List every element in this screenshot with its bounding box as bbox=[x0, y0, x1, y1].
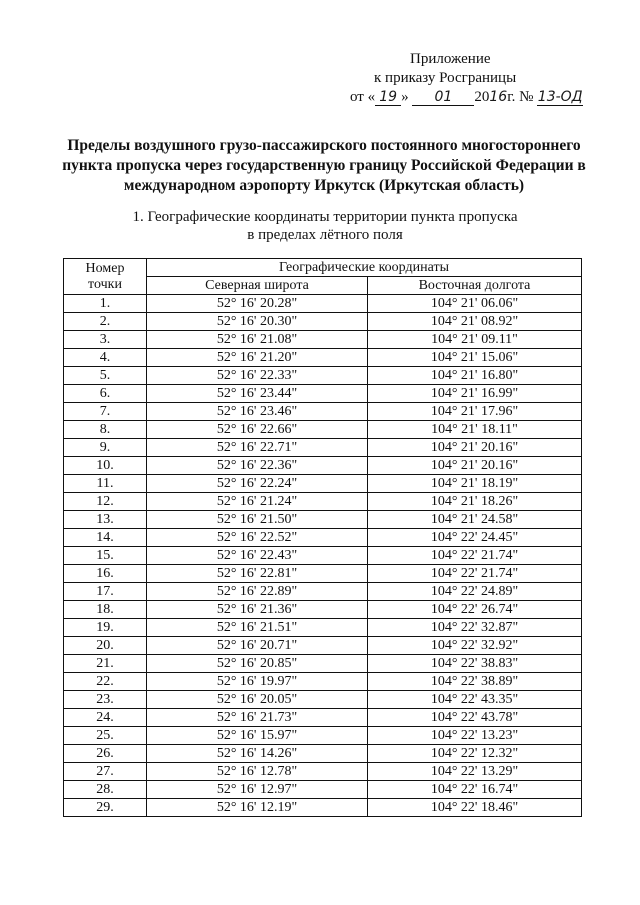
point-number-cell: 1. bbox=[64, 295, 147, 313]
table-row bbox=[64, 457, 582, 475]
longitude-cell: 104° 22' 24.45" bbox=[368, 529, 582, 547]
order-number: 13-ОД bbox=[537, 89, 583, 105]
point-number-cell: 19. bbox=[64, 619, 147, 637]
point-number-cell: 9. bbox=[64, 439, 147, 457]
latitude-cell: 52° 16' 20.71" bbox=[147, 637, 368, 655]
point-number-cell: 15. bbox=[64, 547, 147, 565]
latitude-cell: 52° 16' 21.73" bbox=[147, 709, 368, 727]
point-number-cell: 3. bbox=[64, 331, 147, 349]
year-prefix: 20 bbox=[474, 89, 490, 105]
latitude-cell: 52° 16' 15.97" bbox=[147, 727, 368, 745]
longitude-cell: 104° 22' 18.46" bbox=[368, 799, 582, 817]
longitude-cell: 104° 21' 15.06" bbox=[368, 349, 582, 367]
longitude-cell: 104° 21' 20.16" bbox=[368, 457, 582, 475]
longitude-cell: 104° 21' 18.11" bbox=[368, 421, 582, 439]
appendix-order-ref: к приказу Росграницы bbox=[374, 70, 517, 86]
appendix-block bbox=[330, 50, 590, 107]
table-row bbox=[64, 637, 582, 655]
longitude-cell: 104° 21' 09.11" bbox=[368, 331, 582, 349]
latitude-cell: 52° 16' 22.36" bbox=[147, 457, 368, 475]
longitude-cell: 104° 21' 20.16" bbox=[368, 439, 582, 457]
point-number-cell: 4. bbox=[64, 349, 147, 367]
longitude-cell: 104° 22' 13.23" bbox=[368, 727, 582, 745]
table-row bbox=[64, 493, 582, 511]
longitude-cell: 104° 22' 21.74" bbox=[368, 565, 582, 583]
latitude-cell: 52° 16' 22.71" bbox=[147, 439, 368, 457]
point-number-cell: 2. bbox=[64, 313, 147, 331]
table-row bbox=[64, 529, 582, 547]
table-row bbox=[64, 655, 582, 673]
table-row bbox=[64, 475, 582, 493]
latitude-cell: 52° 16' 14.26" bbox=[147, 745, 368, 763]
longitude-cell: 104° 21' 16.80" bbox=[368, 367, 582, 385]
latitude-cell: 52° 16' 22.81" bbox=[147, 565, 368, 583]
point-number-cell: 28. bbox=[64, 781, 147, 799]
date-day: 19 bbox=[375, 89, 401, 106]
latitude-cell: 52° 16' 20.05" bbox=[147, 691, 368, 709]
longitude-cell: 104° 21' 08.92" bbox=[368, 313, 582, 331]
latitude-cell: 52° 16' 23.46" bbox=[147, 403, 368, 421]
latitude-cell: 52° 16' 20.30" bbox=[147, 313, 368, 331]
latitude-cell: 52° 16' 22.66" bbox=[147, 421, 368, 439]
header-longitude: Восточная долгота bbox=[368, 277, 582, 295]
latitude-cell: 52° 16' 21.36" bbox=[147, 601, 368, 619]
date-quote-close: » bbox=[401, 89, 409, 105]
point-number-cell: 11. bbox=[64, 475, 147, 493]
table-row bbox=[64, 601, 582, 619]
table-row bbox=[64, 583, 582, 601]
latitude-cell: 52° 16' 22.89" bbox=[147, 583, 368, 601]
header-point-line1: Номер bbox=[85, 260, 125, 276]
point-number-cell: 20. bbox=[64, 637, 147, 655]
table-row bbox=[64, 385, 582, 403]
table-row bbox=[64, 763, 582, 781]
latitude-cell: 52° 16' 21.24" bbox=[147, 493, 368, 511]
point-number-cell: 5. bbox=[64, 367, 147, 385]
longitude-cell: 104° 22' 13.29" bbox=[368, 763, 582, 781]
table-row bbox=[64, 313, 582, 331]
longitude-cell: 104° 22' 24.89" bbox=[368, 583, 582, 601]
point-number-cell: 22. bbox=[64, 673, 147, 691]
latitude-cell: 52° 16' 21.50" bbox=[147, 511, 368, 529]
longitude-cell: 104° 22' 43.35" bbox=[368, 691, 582, 709]
point-number-cell: 26. bbox=[64, 745, 147, 763]
latitude-cell: 52° 16' 23.44" bbox=[147, 385, 368, 403]
latitude-cell: 52° 16' 12.78" bbox=[147, 763, 368, 781]
point-number-cell: 24. bbox=[64, 709, 147, 727]
section-heading-line2: в пределах лётного поля bbox=[247, 227, 403, 243]
longitude-cell: 104° 21' 18.26" bbox=[368, 493, 582, 511]
point-number-cell: 29. bbox=[64, 799, 147, 817]
point-number-cell: 7. bbox=[64, 403, 147, 421]
longitude-cell: 104° 22' 38.83" bbox=[368, 655, 582, 673]
table-row bbox=[64, 349, 582, 367]
table-row bbox=[64, 691, 582, 709]
longitude-cell: 104° 22' 21.74" bbox=[368, 547, 582, 565]
point-number-cell: 18. bbox=[64, 601, 147, 619]
longitude-cell: 104° 22' 12.32" bbox=[368, 745, 582, 763]
longitude-cell: 104° 22' 26.74" bbox=[368, 601, 582, 619]
table-row bbox=[64, 295, 582, 313]
appendix-date-number bbox=[330, 88, 590, 107]
table-row bbox=[64, 565, 582, 583]
latitude-cell: 52° 16' 21.20" bbox=[147, 349, 368, 367]
point-number-cell: 17. bbox=[64, 583, 147, 601]
point-number-cell: 8. bbox=[64, 421, 147, 439]
latitude-cell: 52° 16' 21.51" bbox=[147, 619, 368, 637]
point-number-cell: 25. bbox=[64, 727, 147, 745]
latitude-cell: 52° 16' 22.33" bbox=[147, 367, 368, 385]
latitude-cell: 52° 16' 12.97" bbox=[147, 781, 368, 799]
date-prefix: от « bbox=[350, 89, 376, 105]
point-number-cell: 21. bbox=[64, 655, 147, 673]
coordinates-table bbox=[63, 258, 582, 817]
date-month: 01 bbox=[412, 89, 474, 106]
longitude-cell: 104° 21' 17.96" bbox=[368, 403, 582, 421]
point-number-cell: 6. bbox=[64, 385, 147, 403]
table-row bbox=[64, 439, 582, 457]
latitude-cell: 52° 16' 21.08" bbox=[147, 331, 368, 349]
longitude-cell: 104° 21' 16.99" bbox=[368, 385, 582, 403]
point-number-cell: 16. bbox=[64, 565, 147, 583]
longitude-cell: 104° 22' 32.87" bbox=[368, 619, 582, 637]
point-number-cell: 10. bbox=[64, 457, 147, 475]
table-row bbox=[64, 619, 582, 637]
latitude-cell: 52° 16' 19.97" bbox=[147, 673, 368, 691]
header-point-line2: точки bbox=[88, 276, 122, 292]
longitude-cell: 104° 22' 32.92" bbox=[368, 637, 582, 655]
table-row bbox=[64, 709, 582, 727]
table-row bbox=[64, 421, 582, 439]
table-row bbox=[64, 673, 582, 691]
table-row bbox=[64, 727, 582, 745]
year-suffix: 16 bbox=[489, 89, 508, 105]
header-latitude: Северная широта bbox=[147, 277, 368, 295]
section-heading-line1: 1. Географические координаты территории пункта пропуска bbox=[132, 209, 518, 225]
header-geo-coordinates: Географические координаты bbox=[147, 259, 582, 277]
longitude-cell: 104° 22' 38.89" bbox=[368, 673, 582, 691]
appendix-title: Приложение bbox=[410, 51, 491, 67]
section-heading bbox=[80, 208, 570, 244]
longitude-cell: 104° 22' 16.74" bbox=[368, 781, 582, 799]
point-number-cell: 27. bbox=[64, 763, 147, 781]
table-row bbox=[64, 799, 582, 817]
table-row bbox=[64, 367, 582, 385]
longitude-cell: 104° 21' 18.19" bbox=[368, 475, 582, 493]
table-row bbox=[64, 745, 582, 763]
point-number-cell: 14. bbox=[64, 529, 147, 547]
latitude-cell: 52° 16' 12.19" bbox=[147, 799, 368, 817]
point-number-cell: 13. bbox=[64, 511, 147, 529]
header-point-number bbox=[64, 259, 147, 295]
latitude-cell: 52° 16' 22.52" bbox=[147, 529, 368, 547]
table-row bbox=[64, 781, 582, 799]
point-number-cell: 12. bbox=[64, 493, 147, 511]
latitude-cell: 52° 16' 20.85" bbox=[147, 655, 368, 673]
table-row bbox=[64, 331, 582, 349]
table-row bbox=[64, 511, 582, 529]
document-title: Пределы воздушного грузо-пассажирского постоянного многостороннего пункта пропуска через государственную границу Российской Федерации в международном аэропорту Иркутск (Иркутская область) bbox=[62, 137, 586, 194]
latitude-cell: 52° 16' 22.43" bbox=[147, 547, 368, 565]
table-row bbox=[64, 547, 582, 565]
point-number-cell: 23. bbox=[64, 691, 147, 709]
longitude-cell: 104° 21' 06.06" bbox=[368, 295, 582, 313]
table-row bbox=[64, 403, 582, 421]
longitude-cell: 104° 22' 43.78" bbox=[368, 709, 582, 727]
longitude-cell: 104° 21' 24.58" bbox=[368, 511, 582, 529]
year-postfix: г. № bbox=[507, 89, 534, 105]
latitude-cell: 52° 16' 20.28" bbox=[147, 295, 368, 313]
latitude-cell: 52° 16' 22.24" bbox=[147, 475, 368, 493]
